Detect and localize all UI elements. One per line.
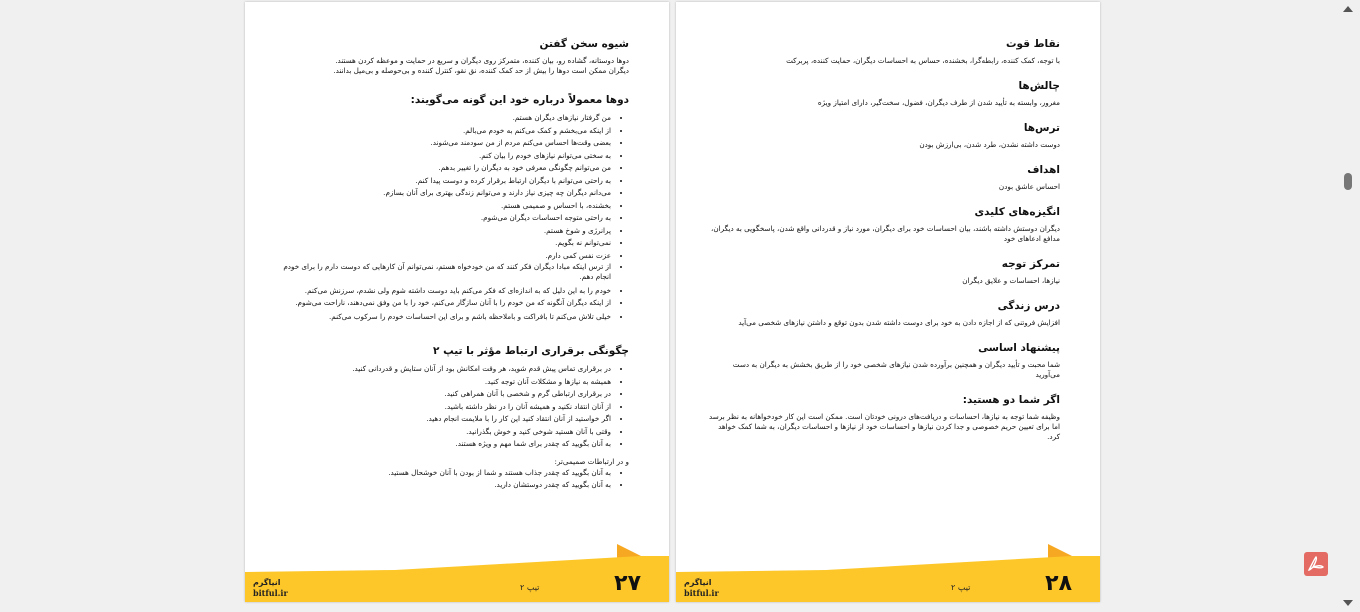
intimate-list — [275, 467, 629, 492]
section-heading: ترس‌ها — [1023, 122, 1060, 134]
profile-section — [706, 394, 1060, 442]
section-text: نیازها، احساسات و علایق دیگران — [962, 276, 1060, 285]
section-text: با توجه، کمک کننده، رابطه‌گرا، بخشنده، حساس به احساسات دیگران، حمایت کننده، پربرکت — [786, 56, 1060, 65]
footer-band — [245, 556, 669, 602]
profile-section — [706, 206, 1060, 244]
list-item: • پرانرژی و شوخ هستم. — [275, 225, 611, 238]
page-content — [275, 38, 629, 506]
list-item: • بعضی وقت‌ها احساس می‌کنم مردم از من سودمند می‌شوند. — [275, 137, 611, 150]
section-text: احساس عاشق بودن — [998, 182, 1060, 191]
list-item: • به آنان بگویید که چقدر برای شما مهم و ویژه هستند. — [275, 438, 611, 451]
scrollbar-thumb[interactable] — [1344, 173, 1352, 190]
brand-logo — [253, 578, 288, 598]
pdf-glyph — [1304, 552, 1328, 576]
profile-section — [706, 80, 1060, 108]
list-item: • از ترس اینکه مبادا دیگران فکر کنند که من خودخواه هستم، نمی‌توانم آن کارهایی که دوست دارم را برای خودم انجام دهم. — [275, 262, 611, 282]
profile-section — [706, 38, 1060, 66]
communication-list — [275, 363, 629, 451]
section-text: شما محبت و تأیید دیگران و همچنین برآورده شدن نیازهای شخصی خود را از طریق بخشش به دیگران به دست می‌آورید — [732, 360, 1060, 379]
footer-type-label: تیپ ۲ — [951, 583, 971, 592]
page-footer — [676, 540, 1100, 602]
page-number: ۲۷ — [614, 571, 641, 596]
list-item: • به سختی می‌توانم نیازهای خودم را بیان کنم. — [275, 150, 611, 163]
section-heading: اگر شما دو هستید: — [962, 394, 1060, 406]
profile-section — [706, 122, 1060, 150]
page-number: ۲۸ — [1045, 571, 1072, 596]
profile-section — [706, 300, 1060, 328]
list-item: • از اینکه می‌بخشم و کمک می‌کنم به خودم می‌بالم. — [275, 125, 611, 138]
chevron-up-icon[interactable] — [1343, 6, 1353, 12]
paragraph-line: دیگران ممکن است دوها را بیش از حد کمک کننده، نق نقو، کنترل کننده و بی‌حوصله و بی‌میل بدانند. — [333, 66, 629, 75]
list-item: • عزت نفس کمی دارم. — [275, 250, 611, 263]
list-item: • نمی‌توانم نه بگویم. — [275, 237, 611, 250]
section-text: دیگران دوستش داشته باشند، بیان احساسات خود برای دیگران، مورد نیاز و قدردانی واقع شدن، پاسخگویی به دیگران، مدافع ادعاهای خود — [711, 224, 1060, 243]
brand-url: bitful.ir — [253, 588, 288, 598]
list-item: • به راحتی متوجه احساسات دیگران می‌شوم. — [275, 212, 611, 225]
section-text: دوست داشته نشدن، طرد شدن، بی‌ارزش بودن — [919, 140, 1060, 149]
section-text: وظیفه شما توجه به نیازها، احساسات و دریافت‌های درونی خودتان است. ممکن است این کار خودخواهانه به نظر برسد اما برای تعیین حریم خصوصی و جدا کردن نیازها و احساسات خود از نیازها و احساسات دیگران، به شما کمک خواهد کرد. — [708, 412, 1060, 441]
section-heading: پیشنهاد اساسی — [978, 342, 1060, 354]
footer-decoration — [676, 540, 1100, 602]
effective-communication-heading: چگونگی برقراری ارتباط مؤثر با تیپ ۲ — [433, 345, 629, 357]
section-text: افزایش فروتنی که از اجازه دادن به خود برای دوست داشته شدن بدون توقع و داشتن نیازهای شخصی می‌آید — [738, 318, 1060, 327]
list-item: • به راحتی می‌توانم با دیگران ارتباط برقرار کرده و دوست پیدا کنم. — [275, 175, 611, 188]
section-text: مغرور، وابسته به تأیید شدن از طرف دیگران، فضول، سخت‌گیر، دارای امتیاز ویژه — [817, 98, 1060, 107]
footer-decoration — [245, 540, 669, 602]
list-item: • از آنان انتقاد نکنید و همیشه آنان را در نظر داشته باشید. — [275, 401, 611, 414]
section-heading: نقاط قوت — [1005, 38, 1060, 50]
pdf-page-28 — [676, 2, 1100, 602]
list-item: • خودم را به این دلیل که به اندازه‌ای که فکر می‌کنم باید دوست داشته شوم ولی نشدم، سرزنش می‌کنم. — [275, 285, 611, 298]
list-item: • به آنان بگویید که چقدر دوستشان دارید. — [275, 479, 611, 492]
self-talk-heading: دوها معمولاً درباره خود این گونه می‌گویند: — [410, 94, 629, 106]
vertical-scrollbar[interactable] — [1340, 0, 1356, 612]
pdf-page-27 — [245, 2, 669, 602]
list-item: • در برقراری تماس پیش قدم شوید، هر وقت امکانش بود از آنان ستایش و قدردانی کنید. — [275, 363, 611, 376]
profile-section — [706, 164, 1060, 192]
list-item: • خیلی تلاش می‌کنم تا بافراکت و باملاحظه باشم و برای این احساسات خودم را سرکوب می‌کنم. — [275, 311, 611, 324]
list-item: • اگر خواستید از آنان انتقاد کنید این کار را با ملایمت انجام دهید. — [275, 413, 611, 426]
list-item: • من می‌توانم چگونگی معرفی خود به دیگران را تغییر بدهم. — [275, 162, 611, 175]
list-item: • به آنان بگویید که چقدر جذاب هستند و شما از بودن با آنان خوشحال هستید. — [275, 467, 611, 480]
section-heading: انگیزه‌های کلیدی — [974, 206, 1060, 218]
section-heading: درس زندگی — [997, 300, 1060, 312]
self-talk-list — [275, 112, 629, 323]
brand-logo — [684, 578, 719, 598]
footer-band — [676, 556, 1100, 602]
profile-section — [706, 342, 1060, 380]
brand-url: bitful.ir — [684, 588, 719, 598]
paragraph-line: دوها دوستانه، گشاده رو، بیان کننده، متمرکز روی دیگران و سریع در حمایت و موعظه کردن هستند. — [335, 56, 629, 65]
list-item: • همیشه به نیازها و مشکلات آنان توجه کنید. — [275, 376, 611, 389]
page-content — [706, 38, 1060, 456]
intimate-intro: و در ارتباطات صمیمی‌تر: — [554, 456, 629, 466]
chevron-down-icon[interactable] — [1343, 600, 1353, 606]
pdf-icon[interactable] — [1304, 552, 1328, 576]
footer-type-label: تیپ ۲ — [520, 583, 540, 592]
list-item: • در برقراری ارتباطی گرم و شخصی با آنان همراهی کنید. — [275, 388, 611, 401]
section-heading: اهداف — [1027, 164, 1060, 176]
list-item: • بخشنده، با احساس و صمیمی هستم. — [275, 200, 611, 213]
profile-section — [706, 258, 1060, 286]
page-footer — [245, 540, 669, 602]
brand-name: انیاگرم — [684, 578, 712, 587]
list-item: • می‌دانم دیگران چه چیزی نیاز دارند و می‌توانم زندگی بهتری برای آنان بسازم. — [275, 187, 611, 200]
brand-name: انیاگرم — [253, 578, 281, 587]
list-item: • از اینکه دیگران آنگونه که من خودم را با آنان سازگار می‌کنم، خود را با من وفق نمی‌دهند، ناراحت می‌شوم. — [275, 298, 611, 308]
section-heading: تمرکز توجه — [1001, 258, 1060, 270]
speech-style-heading: شیوه سخن گفتن — [539, 38, 629, 50]
list-item: • وقتی با آنان هستید شوخی کنید و خوش بگذرانید. — [275, 426, 611, 439]
section-heading: چالش‌ها — [1018, 80, 1060, 92]
list-item: • من گرفتار نیازهای دیگران هستم. — [275, 112, 611, 125]
